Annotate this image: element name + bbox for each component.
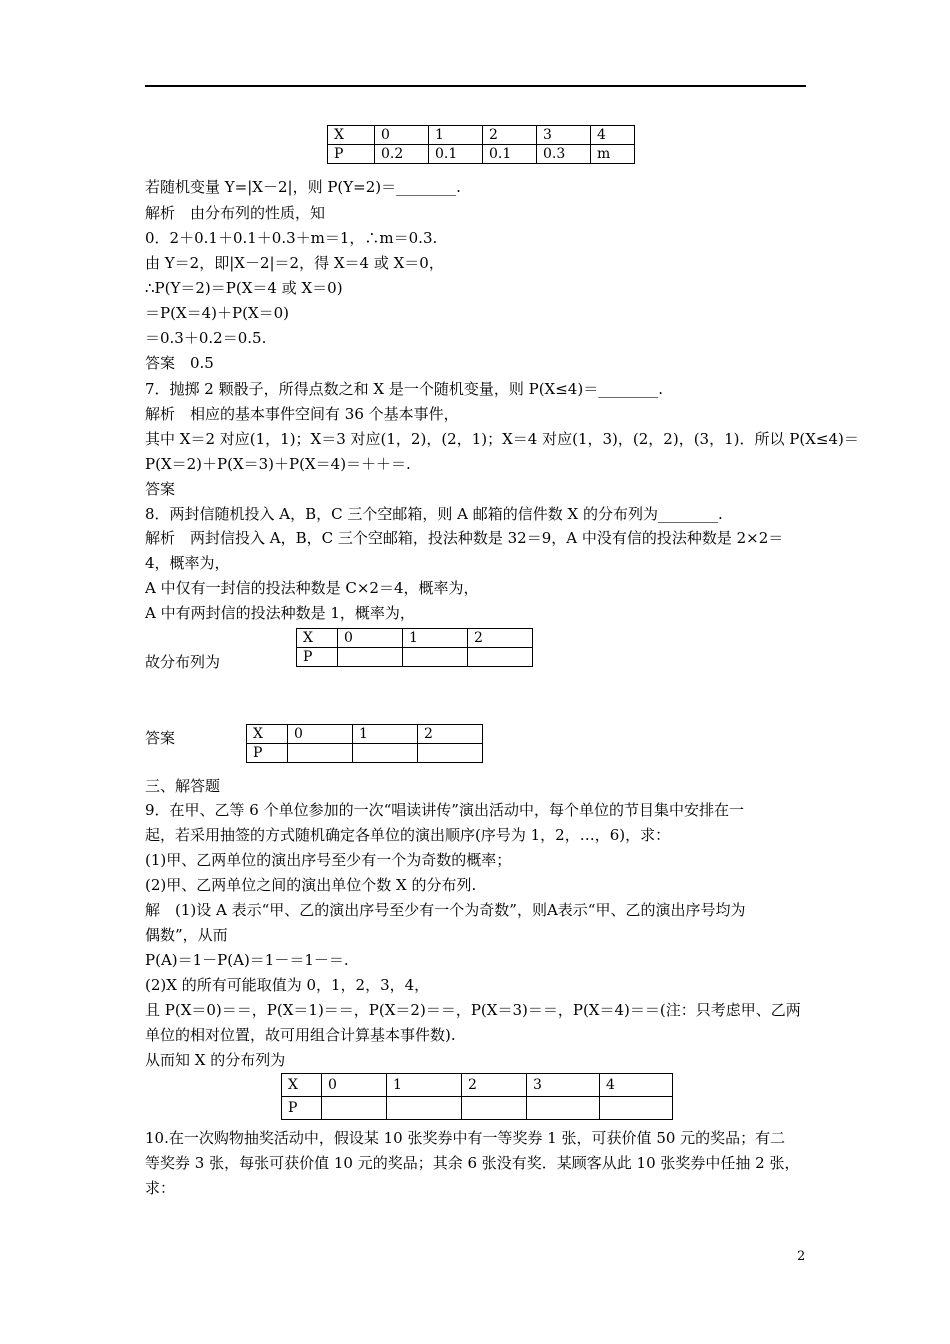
distribution-table-answer-8 xyxy=(246,724,483,763)
text-line: 答案 0.5 xyxy=(145,354,214,372)
question-9: 9．在甲、乙等 6 个单位参加的一次“唱读讲传”演出活动中，每个单位的节目集中安排在一 xyxy=(145,801,744,819)
table-cell: P xyxy=(297,648,338,667)
text-line: P(X＝2)＋P(X＝3)＋P(X＝4)＝＋＋＝. xyxy=(145,455,411,473)
text-line: 求： xyxy=(145,1179,176,1197)
page-number: 2 xyxy=(797,1249,806,1264)
text-line: 起，若采用抽签的方式随机确定各单位的演出顺序(序号为 1，2，…，6)，求： xyxy=(145,826,671,844)
table-row xyxy=(297,629,533,648)
table-cell: P xyxy=(247,744,288,763)
distribution-table-q8 xyxy=(296,628,533,667)
text-line: ＝0.3＋0.2＝0.5. xyxy=(145,329,267,347)
table-cell: 3 xyxy=(537,126,591,145)
table-cell: 0 xyxy=(338,629,403,648)
table-cell: m xyxy=(591,145,635,164)
table-cell: 2 xyxy=(418,725,483,744)
table-cell xyxy=(353,744,418,763)
text-line: 若随机变量 Y=|X－2|，则 P(Y=2)＝________. xyxy=(145,178,461,196)
table-cell: 2 xyxy=(483,126,537,145)
table-cell: X xyxy=(297,629,338,648)
table-cell xyxy=(403,648,468,667)
text-line: 答案 xyxy=(145,729,176,747)
table-cell: P xyxy=(282,1097,322,1120)
text-line: (1)甲、乙两单位的演出序号至少有一个为奇数的概率； xyxy=(145,851,512,869)
table-row xyxy=(297,648,533,667)
text-line: 由 Y＝2，即|X－2|＝2，得 X＝4 或 X＝0， xyxy=(145,254,444,272)
text-line: 解析 由分布列的性质，知 xyxy=(145,204,326,222)
text-line: 4，概率为， xyxy=(145,554,230,572)
table-cell: 0 xyxy=(322,1074,387,1097)
text-line: (2)甲、乙两单位之间的演出单位个数 X 的分布列. xyxy=(145,876,477,894)
section-heading: 三、解答题 xyxy=(145,777,221,795)
table-cell: 1 xyxy=(429,126,483,145)
table-cell: 0.1 xyxy=(429,145,483,164)
table-cell: 2 xyxy=(468,629,533,648)
table-cell: 3 xyxy=(527,1074,600,1097)
table-cell xyxy=(322,1097,387,1120)
table-cell: X xyxy=(328,126,375,145)
table-cell: X xyxy=(247,725,288,744)
table-cell xyxy=(387,1097,462,1120)
distribution-table-q9 xyxy=(281,1073,673,1120)
text-line: 解 (1)设 A 表示“甲、乙的演出序号至少有一个为奇数”，则A表示“甲、乙的演出序号均为 xyxy=(145,901,746,919)
table-cell xyxy=(462,1097,527,1120)
table-cell: 2 xyxy=(462,1074,527,1097)
header-rule xyxy=(145,85,806,87)
text-line: A 中仅有一封信的投法种数是 C×2＝4，概率为， xyxy=(145,579,479,597)
table-cell: 4 xyxy=(591,126,635,145)
text-line: 等奖券 3 张，每张可获价值 10 元的奖品；其余 6 张没有奖．某顾客从此 10 张奖券中任抽 2 张， xyxy=(145,1154,800,1172)
text-line: 答案 xyxy=(145,480,176,498)
question-7: 7．抛掷 2 颗骰子，所得点数之和 X 是一个随机变量，则 P(X≤4)＝________. xyxy=(145,380,663,398)
question-10: 10.在一次购物抽奖活动中，假设某 10 张奖券中有一等奖券 1 张，可获价值 50 元的奖品；有二 xyxy=(145,1129,786,1147)
text-line: 故分布列为 xyxy=(145,653,221,671)
text-line: (2)X 的所有可能取值为 0，1，2，3，4， xyxy=(145,976,430,994)
table-cell: 0.1 xyxy=(483,145,537,164)
text-line: ＝P(X＝4)＋P(X＝0) xyxy=(145,304,290,322)
table-cell: 1 xyxy=(403,629,468,648)
table-cell xyxy=(288,744,353,763)
table-cell: X xyxy=(282,1074,322,1097)
table-cell: 4 xyxy=(600,1074,673,1097)
question-8: 8．两封信随机投入 A，B，C 三个空邮箱，则 A 邮箱的信件数 X 的分布列为________. xyxy=(145,505,723,523)
text-line: 解析 两封信投入 A，B，C 三个空邮箱，投法种数是 32＝9，A 中没有信的投法种数是 2×2＝ xyxy=(145,529,784,547)
text-line: P(A)＝1－P(A)＝1－＝1－＝. xyxy=(145,951,349,969)
table-cell xyxy=(338,648,403,667)
text-line: ∴P(Y＝2)＝P(X＝4 或 X＝0) xyxy=(145,279,343,297)
text-line: 从而知 X 的分布列为 xyxy=(145,1051,286,1069)
table-cell: P xyxy=(328,145,375,164)
distribution-table-top xyxy=(327,125,635,164)
text-line: 其中 X＝2 对应(1，1)；X＝3 对应(1，2)，(2，1)；X＝4 对应(1，3)，(2，2)，(3，1)．所以 P(X≤4)＝ xyxy=(145,430,859,448)
table-row xyxy=(282,1074,673,1097)
table-cell: 0 xyxy=(288,725,353,744)
table-row xyxy=(328,145,635,164)
table-row xyxy=(247,725,483,744)
table-row xyxy=(247,744,483,763)
table-cell: 1 xyxy=(387,1074,462,1097)
table-cell xyxy=(600,1097,673,1120)
table-cell xyxy=(418,744,483,763)
text-line: 单位的相对位置，故可用组合计算基本事件数). xyxy=(145,1026,456,1044)
table-cell: 0.2 xyxy=(375,145,429,164)
table-row xyxy=(328,126,635,145)
text-line: 偶数”，从而 xyxy=(145,926,228,944)
text-line: 解析 相应的基本事件空间有 36 个基本事件， xyxy=(145,405,459,423)
table-cell: 0 xyxy=(375,126,429,145)
table-row xyxy=(282,1097,673,1120)
text-line: A 中有两封信的投法种数是 1，概率为， xyxy=(145,604,415,622)
text-line: 0．2＋0.1＋0.1＋0.3＋m＝1，∴m＝0.3. xyxy=(145,229,438,247)
table-cell: 0.3 xyxy=(537,145,591,164)
table-cell xyxy=(468,648,533,667)
table-cell xyxy=(527,1097,600,1120)
text-line: 且 P(X＝0)＝＝，P(X＝1)＝＝，P(X＝2)＝＝，P(X＝3)＝＝，P(X＝4)＝＝(注：只考虑甲、乙两 xyxy=(145,1001,801,1019)
table-cell: 1 xyxy=(353,725,418,744)
